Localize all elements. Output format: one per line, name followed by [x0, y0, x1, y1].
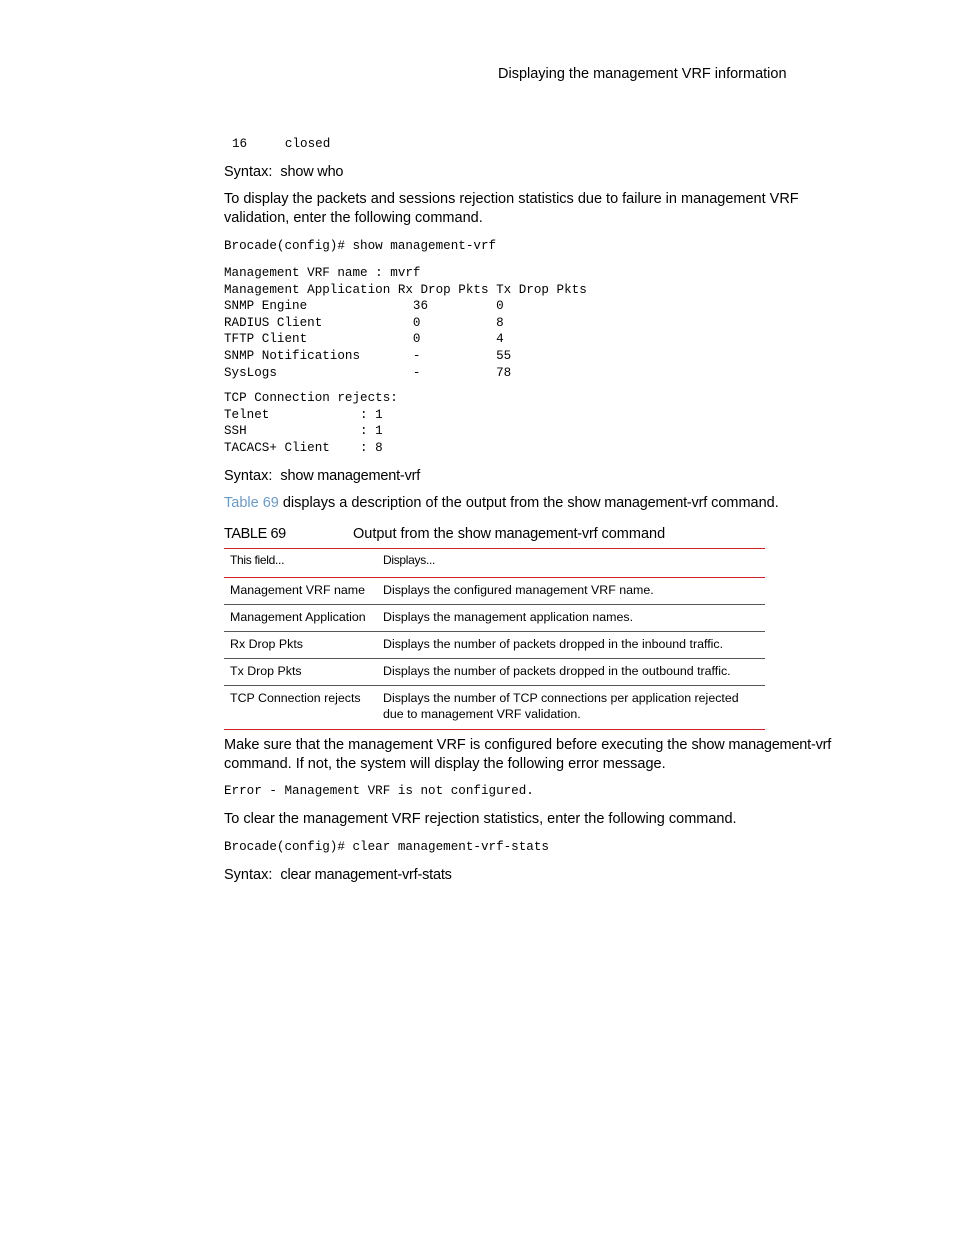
paragraph-table-ref: [224, 494, 854, 513]
syntax-label: Syntax:: [224, 867, 273, 883]
code-output-tcp: TCP Connection rejects: Telnet : 1 SSH : 1 TACACS+ Client : 8: [224, 391, 398, 455]
code-output-stats: Management VRF name : mvrf Management Application Rx Drop Pkts Tx Drop Pkts SNMP Engine 36 0 RADIUS Client 0 8 TFTP Client 0 4 SNMP Notifications - 55 SysLogs - 78: [224, 266, 587, 380]
text-before-cmd: Make sure that the management VRF is configured before executing the: [224, 737, 692, 753]
table-link[interactable]: Table 69: [224, 495, 279, 511]
text-before-cmd: displays a description of the output from the: [278, 495, 568, 511]
table-cell-field: Rx Drop Pkts: [224, 632, 377, 659]
inline-command: show management-vrf: [691, 737, 832, 753]
paragraph-prerequisite: [224, 736, 854, 774]
table-header-displays: Displays...: [377, 549, 765, 578]
paragraph-clear: To clear the management VRF rejection statistics, enter the following command.: [224, 811, 737, 827]
inline-command: show management-vrf: [567, 495, 708, 511]
text-after-cmd: command.: [707, 495, 779, 511]
caption-command: show management-vrf: [457, 526, 598, 542]
output-description-table: [224, 548, 765, 730]
paragraph-intro: To display the packets and sessions rejection statistics due to failure in management VRF validation, enter the following command.: [224, 191, 799, 226]
code-top: 16 closed: [232, 137, 331, 151]
table-cell-field: Tx Drop Pkts: [224, 659, 377, 686]
syntax-show-management-vrf: [224, 468, 420, 484]
table-cell-field: TCP Connection rejects: [224, 686, 377, 730]
table-row: [224, 578, 765, 605]
syntax-show-who: [224, 164, 343, 180]
running-header: Displaying the management VRF information: [498, 66, 787, 82]
syntax-command: show management-vrf: [280, 468, 421, 484]
table-row: [224, 632, 765, 659]
syntax-command: clear management-vrf-stats: [280, 867, 452, 883]
table-cell-description: Displays the configured management VRF name.: [377, 578, 765, 605]
table-cell-field: Management VRF name: [224, 578, 377, 605]
table-cell-description: Displays the management application names.: [377, 605, 765, 632]
table-row: [224, 605, 765, 632]
table-number: TABLE 69: [224, 526, 286, 542]
table-cell-description: Displays the number of packets dropped in the inbound traffic.: [377, 632, 765, 659]
code-command-show: Brocade(config)# show management-vrf: [224, 239, 497, 253]
table-cell-description: Displays the number of packets dropped in the outbound traffic.: [377, 659, 765, 686]
syntax-label: Syntax:: [224, 468, 273, 484]
table-cell-field: Management Application: [224, 605, 377, 632]
code-error-message: Error - Management VRF is not configured.: [224, 784, 534, 798]
table-header-field: This field...: [224, 549, 377, 578]
text-after-cmd: command. If not, the system will display the following error message.: [224, 756, 666, 772]
table-row: [224, 659, 765, 686]
code-command-clear: Brocade(config)# clear management-vrf-stats: [224, 840, 549, 854]
table-cell-description: Displays the number of TCP connections per application rejected due to management VRF validation.: [377, 686, 765, 730]
table-row: [224, 686, 765, 730]
syntax-command: show who: [280, 164, 344, 180]
caption-before: Output from the: [353, 526, 458, 542]
syntax-clear-management-vrf-stats: [224, 867, 452, 883]
table-caption: [224, 526, 665, 542]
syntax-label: Syntax:: [224, 164, 273, 180]
table-header-row: [224, 549, 765, 578]
caption-after: command: [597, 526, 666, 542]
